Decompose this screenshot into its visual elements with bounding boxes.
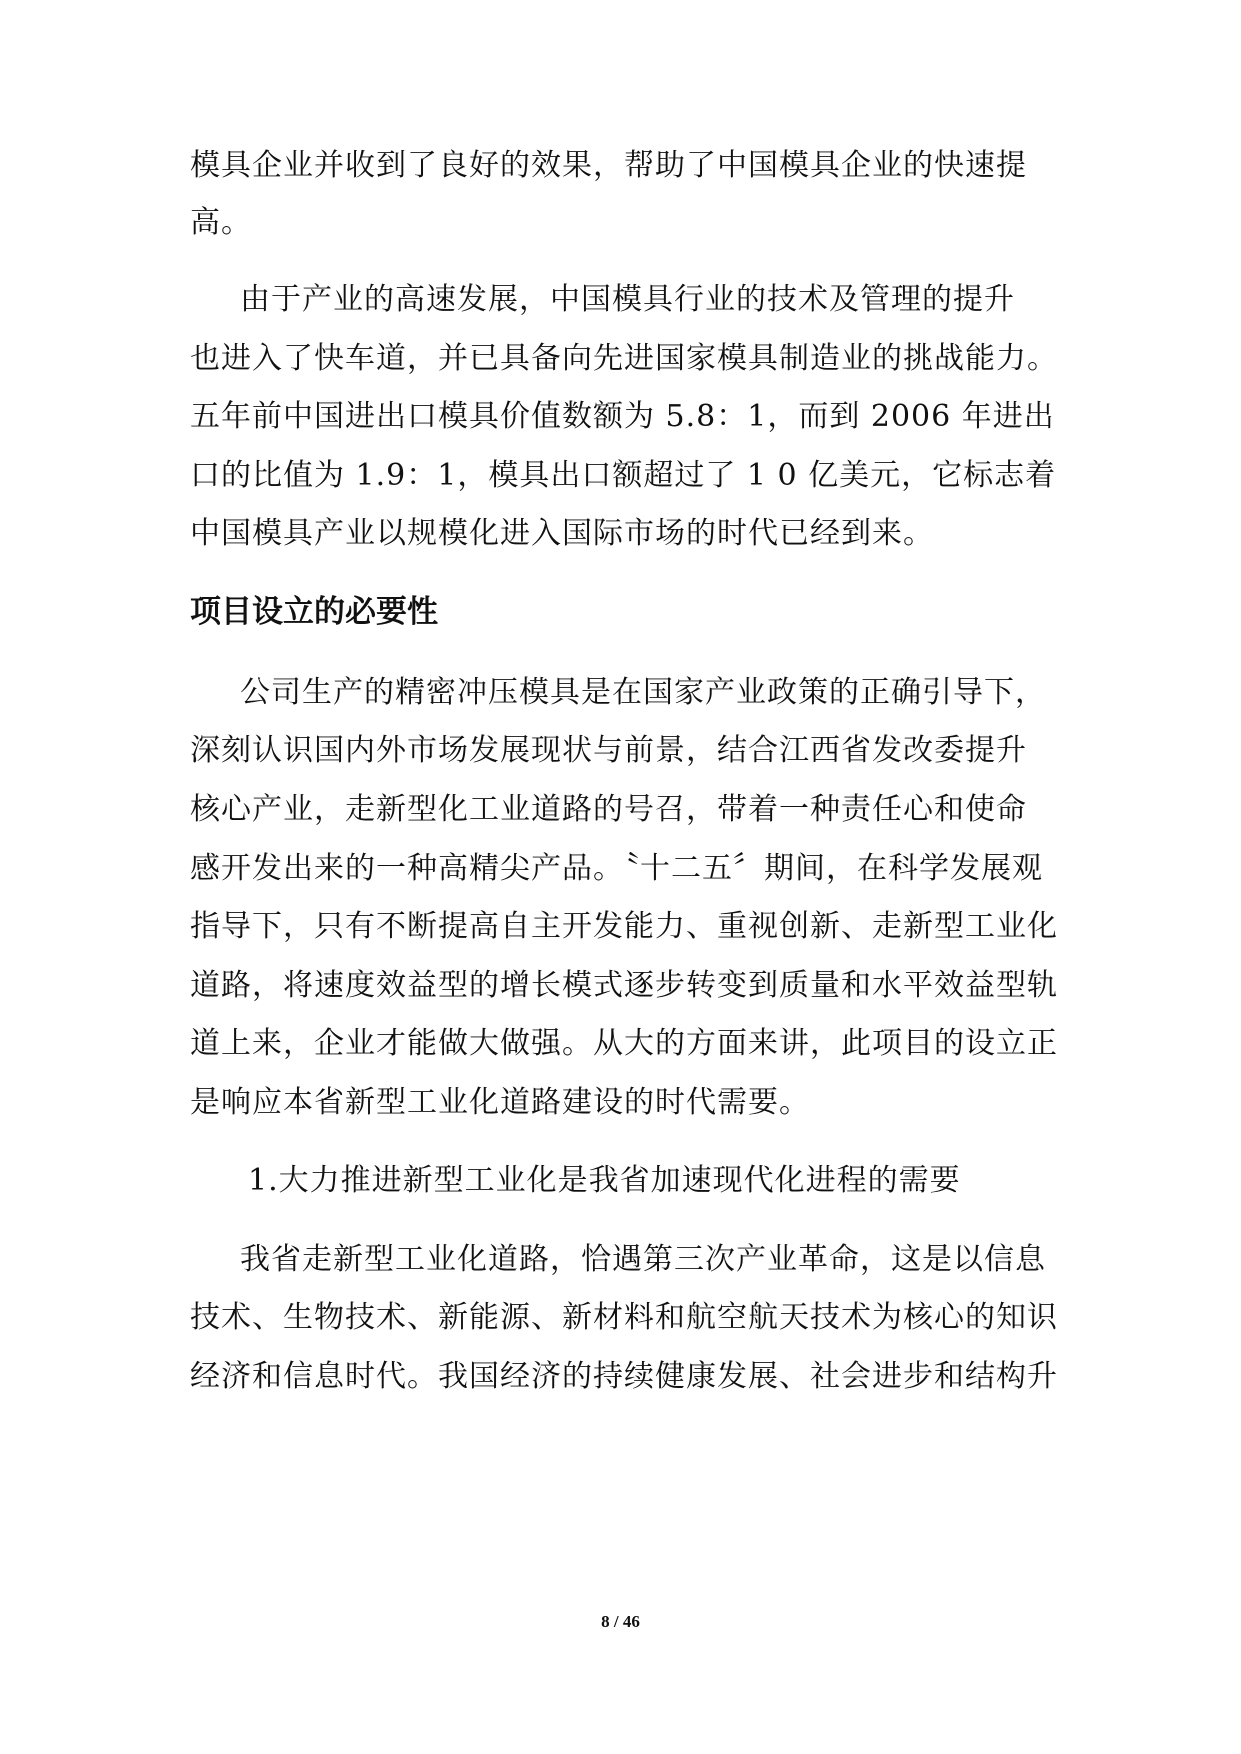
subheading-1: 1.大力推进新型工业化是我省加速现代化进程的需要	[248, 1163, 961, 1198]
paragraph-3-line-3: 核心产业，走新型化工业道路的号召，带着一种责任心和使命	[190, 792, 1027, 827]
paragraph-4-line-2: 技术、生物技术、新能源、新材料和航空航天技术为核心的知识	[190, 1300, 1058, 1335]
paragraph-3-line-6: 道路，将速度效益型的增长模式逐步转变到质量和水平效益型轨	[190, 968, 1058, 1003]
section-heading: 项目设立的必要性	[190, 594, 438, 630]
paragraph-1-line-2: 高。	[190, 205, 252, 240]
paragraph-2-line-3: 五年前中国进出口模具价值数额为 5.8：1，而到 2006 年进出	[190, 399, 1055, 434]
page-number: 8 / 46	[601, 1612, 640, 1631]
paragraph-2-line-2: 也进入了快车道，并已具备向先进国家模具制造业的挑战能力。	[190, 341, 1058, 376]
paragraph-2-line-4: 口的比值为 1.9：1，模具出口额超过了 1 0 亿美元，它标志着	[190, 458, 1057, 493]
paragraph-2-line-1: 由于产业的高速发展，中国模具行业的技术及管理的提升	[240, 282, 1015, 317]
paragraph-3-line-5: 指导下，只有不断提高自主开发能力、重视创新、走新型工业化	[190, 909, 1058, 944]
paragraph-1-line-1: 模具企业并收到了良好的效果，帮助了中国模具企业的快速提	[190, 148, 1027, 183]
paragraph-3-line-4: 感开发出来的一种高精尖产品。〝十二五〞期间，在科学发展观	[190, 851, 1043, 886]
paragraph-3-line-7: 道上来，企业才能做大做强。从大的方面来讲，此项目的设立正	[190, 1026, 1058, 1061]
paragraph-3-line-8: 是响应本省新型工业化道路建设的时代需要。	[190, 1085, 810, 1120]
paragraph-4-line-1: 我省走新型工业化道路，恰遇第三次产业革命，这是以信息	[240, 1242, 1046, 1277]
paragraph-3-line-2: 深刻认识国内外市场发展现状与前景，结合江西省发改委提升	[190, 733, 1027, 768]
paragraph-3-line-1: 公司生产的精密冲压模具是在国家产业政策的正确引导下，	[240, 675, 1046, 710]
paragraph-4-line-3: 经济和信息时代。我国经济的持续健康发展、社会进步和结构升	[190, 1359, 1058, 1394]
paragraph-2-line-5: 中国模具产业以规模化进入国际市场的时代已经到来。	[190, 516, 934, 551]
